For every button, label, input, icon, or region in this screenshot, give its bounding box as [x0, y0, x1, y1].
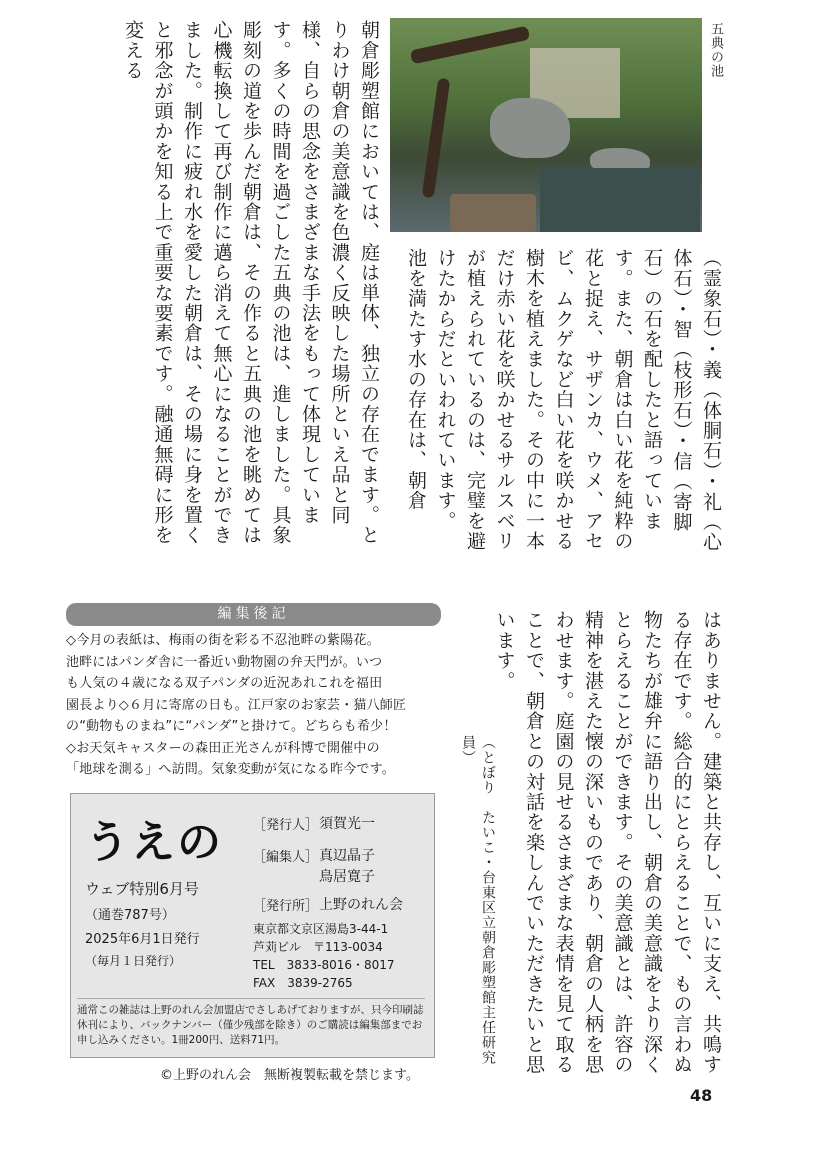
editor-name: 真辺晶子 — [319, 848, 375, 864]
photo-water-basin — [450, 194, 536, 232]
office-building: 芦苅ビル 〒113-0034 — [253, 940, 383, 954]
garden-pond-photo — [390, 18, 702, 232]
publisher-name: 須賀光一 — [319, 816, 375, 832]
article-left-block: 朝倉彫塑館においては、庭は単体、独立の存在でます。とりわけ朝倉の美意識を色濃く反映した場所といえ品と同様、自らの思念をさまざまな手法をもって体現しています。多くの時間を過ごした五典の池は、進しました。具象彫刻の道を歩んだ朝倉は、その作ると五典の池を眺めては心機転換して再び制作に邁ら消えて無心になることができました。制作に疲れ水を愛した朝倉は、その場に身を置くと邪念が頭かを知る上で重要な要素です。融通無碍に形を変える — [122, 20, 380, 546]
editors-label: ［編集人］ — [253, 850, 319, 865]
editor-note-line: ◇今月の表紙は、梅雨の街を彩る不忍池畔の紫陽花。 — [66, 633, 380, 648]
editor-notes — [66, 603, 441, 781]
editor-note-line: ◇お天気キャスターの森田正光さんが科博で開催中の — [66, 740, 380, 756]
author-signature: （とぼり たいこ・台東区立朝倉彫塑館主任研究員） — [460, 735, 496, 1065]
photo-pond — [540, 168, 700, 232]
office-name: 上野のれん会 — [319, 897, 403, 913]
copyright-notice: ©上野のれん会 無断複製転載を禁じます。 — [160, 1068, 419, 1083]
office-address: 東京都文京区湯島3-44-1 — [253, 922, 389, 936]
photo-caption: 五典の池 — [708, 22, 723, 78]
editor-notes-title: 編集後記 — [66, 603, 441, 626]
publisher-label: ［発行人］ — [253, 818, 319, 833]
editor-note-line: 池畔にはパンダ舎に一番近い動物園の弁天門が。いつ — [66, 654, 383, 670]
issue-number: （通巻787号） — [85, 908, 175, 923]
issue-date: 2025年6月1日発行 — [85, 932, 200, 947]
editor-note-line: も人気の４歳になる双子パンダの近況あれこれを福田 — [66, 676, 383, 691]
issue-title: ウェブ特別6月号 — [85, 880, 199, 898]
backnumber-notice: 通常この雑誌は上野のれん会加盟店でさしあげておりますが、只今印刷誌休刊により、バックナンバー（僅少残部を除き）のご購読は編集部までお申し込みください。1冊200円、送料71円。 — [77, 998, 425, 1048]
editor-note-line: の“動物ものまね”に“パンダ”と掛けて。どちらも希少！ — [66, 719, 397, 734]
photo-trunk — [422, 78, 451, 199]
photo-rock — [490, 98, 570, 158]
office-label: ［発行所］ — [253, 899, 319, 914]
page-number: 48 — [690, 1086, 713, 1105]
editor-note-line: 園長より◇６月に寄席の日も。江戸家のお家芸・猫八師匠 — [66, 697, 407, 713]
editor-notes-body — [66, 630, 441, 781]
office-fax: FAX 3839-2765 — [253, 976, 353, 990]
office-tel: TEL 3833-8016・8017 — [253, 958, 395, 972]
colophon-box — [70, 793, 435, 1058]
article-bottom-block: はありません。建築と共存し、互いに支え、共鳴する存在です。総合的にとらえることで、もの言わぬ物たちが雄弁に語り出し、朝倉の美意識をより深くとらえることができます。その美意識とは、許容の精神を湛えた懐の深いものであり、朝倉の人柄を思わせます。庭園の見せるさまざまな表情を見て取ることで、朝倉との対話を楽しんでいただきたいと思います。 — [493, 610, 722, 1075]
editor-note-line: 「地球を測る」へ訪問。気象変動が気になる昨今です。 — [66, 762, 395, 777]
photo-branch — [410, 26, 530, 65]
magazine-logo: うえの — [85, 817, 223, 868]
article-top-block: （霊象石）・義（体胴石）・礼（心体石）・智（枝形石）・信（寄脚石）の石を配したと語っていま す。また、朝倉は白い花を純粋の花と捉え、サザンカ、ウメ、アセビ、ムクゲなど白い花を咲かせる樹木を植えました。その中に一本だけ赤い花を咲かせるサルスベリが植えられているのは、完璧を避けたからだといわれています。 池を満たす水の存在は、朝倉 — [405, 248, 722, 553]
issue-frequency: （毎月１日発行） — [85, 954, 182, 968]
editor-name: 鳥居寛子 — [319, 869, 375, 885]
